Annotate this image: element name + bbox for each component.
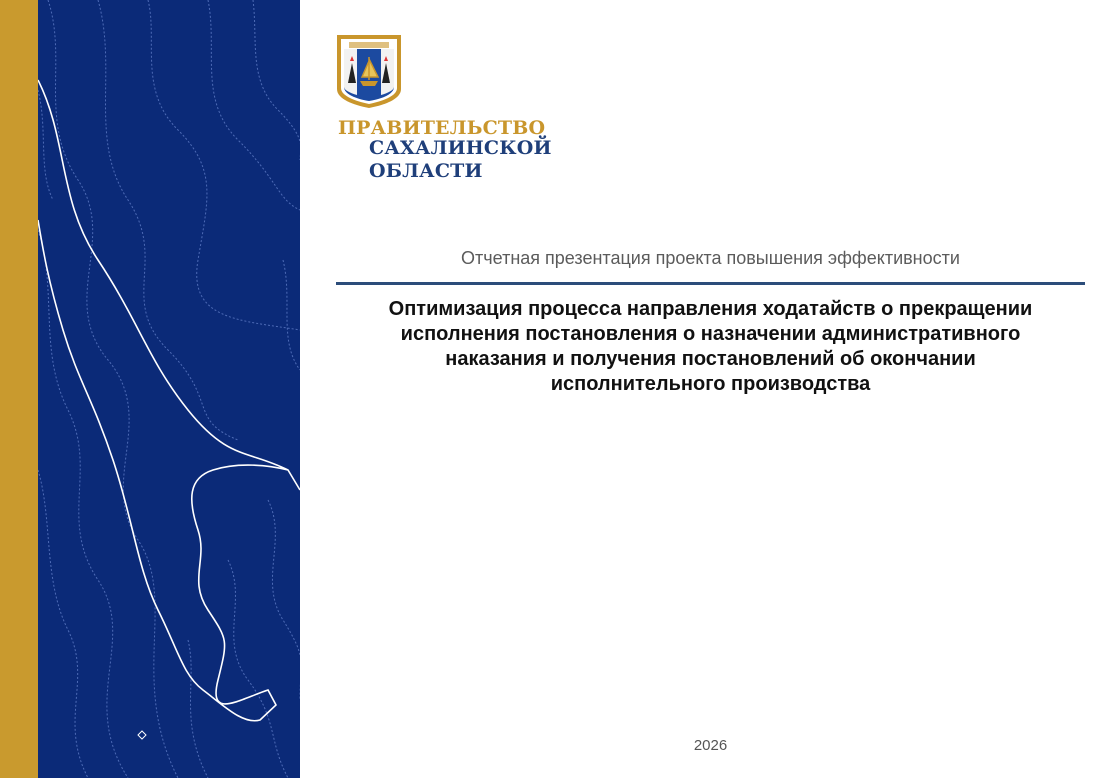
logo-text-line-1: ПРАВИТЕЛЬСТВО (338, 117, 546, 139)
gold-accent-strip (0, 0, 38, 778)
title-line-1: Оптимизация процесса направления ходатайств о прекращении (388, 298, 1033, 320)
presentation-year: 2026 (693, 737, 728, 754)
topographic-map-panel (38, 0, 300, 778)
presentation-title (336, 297, 1085, 397)
coat-of-arms-icon (335, 33, 403, 109)
title-line-2: исполнения постановления о назначении административного (400, 323, 1021, 345)
sakhalin-contour-map (38, 0, 300, 778)
presentation-subtitle: Отчетная презентация проекта повышения эффективности (461, 248, 960, 268)
subtitle-divider (336, 282, 1085, 285)
logo-text-line-2: САХАЛИНСКОЙ (369, 137, 552, 159)
title-line-3: наказания и получения постановлений об окончании (445, 348, 976, 370)
title-line-4: исполнительного производства (550, 373, 871, 395)
logo-text-line-3: ОБЛАСТИ (369, 160, 483, 182)
government-logo (335, 33, 555, 183)
